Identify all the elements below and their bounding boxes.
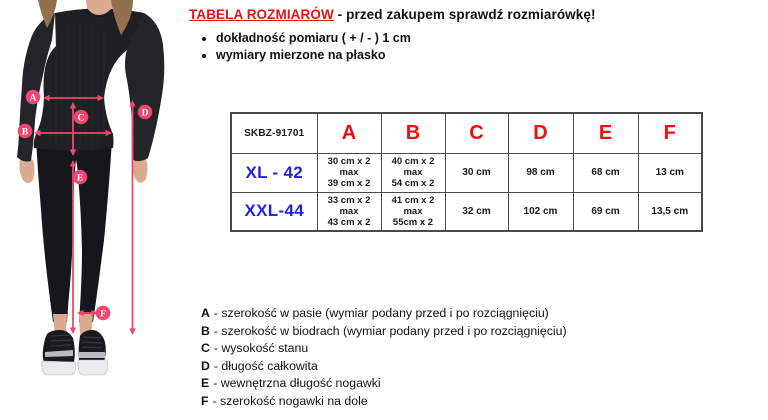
legend-row-b bbox=[201, 323, 567, 341]
measurement-cell-c: 32 cm bbox=[445, 192, 508, 231]
table-header-row bbox=[231, 113, 702, 153]
legend-row-e bbox=[201, 375, 567, 393]
measurement-cell-b: 40 cm x 2 max 54 cm x 2 bbox=[381, 153, 445, 192]
legend-letter: E bbox=[201, 376, 210, 390]
figure-leggings bbox=[36, 140, 112, 322]
measurement-cell-f: 13 cm bbox=[638, 153, 702, 192]
legend-text: - długość całkowita bbox=[213, 358, 318, 373]
measure-marker-e bbox=[73, 170, 88, 185]
svg-text:E: E bbox=[76, 173, 84, 184]
legend-letter: A bbox=[201, 306, 210, 320]
column-letter-d: D bbox=[508, 113, 573, 153]
figure-sneaker-left bbox=[42, 330, 76, 375]
column-letter-e: E bbox=[573, 113, 638, 153]
page-title bbox=[189, 7, 764, 22]
measure-marker-f bbox=[96, 306, 111, 321]
measurement-cell-d: 102 cm bbox=[508, 192, 573, 231]
legend-text: - wewnętrzna długość nogawki bbox=[213, 376, 381, 390]
measurement-figure bbox=[0, 0, 185, 420]
legend-row-c bbox=[201, 340, 567, 358]
measurement-cell-b: 41 cm x 2 max 55cm x 2 bbox=[381, 192, 445, 231]
legend-row-d bbox=[201, 358, 567, 376]
column-letter-b: B bbox=[381, 113, 445, 153]
legend-letter: C bbox=[201, 341, 210, 355]
title-suffix: - przed zakupem sprawdź rozmiarówkę! bbox=[333, 7, 596, 22]
size-label-cell: XL - 42 bbox=[231, 153, 317, 192]
measurement-cell-d: 98 cm bbox=[508, 153, 573, 192]
measurement-cell-e: 68 cm bbox=[573, 153, 638, 192]
measurement-cell-a: 33 cm x 2 max 43 cm x 2 bbox=[317, 192, 381, 231]
svg-text:A: A bbox=[29, 93, 37, 104]
measure-marker-a bbox=[26, 90, 41, 105]
legend-text: - wysokość stanu bbox=[213, 341, 309, 355]
legend-letter: D bbox=[201, 358, 210, 373]
bullet-list bbox=[189, 30, 764, 64]
product-photo bbox=[0, 0, 185, 420]
size-table-title: TABELA ROZMIARÓW bbox=[189, 7, 334, 22]
size-row-xl bbox=[231, 153, 702, 192]
measurement-cell-e: 69 cm bbox=[573, 192, 638, 231]
figure-hand-right bbox=[133, 157, 148, 183]
bullet-item-accuracy: • dokładność pomiaru ( + / - ) 1 cm bbox=[216, 30, 764, 47]
legend-letter: B bbox=[201, 323, 210, 338]
legend-text: - szerokość w pasie (wymiar podany przed i po rozciągnięciu) bbox=[213, 306, 549, 320]
column-letter-f: F bbox=[638, 113, 702, 153]
size-table bbox=[230, 112, 703, 232]
size-row-xxl bbox=[231, 192, 702, 231]
column-letter-c: C bbox=[445, 113, 508, 153]
product-code-cell: SKBZ-91701 bbox=[231, 113, 317, 153]
figure-sneaker-right bbox=[78, 330, 108, 375]
measurement-cell-a: 30 cm x 2 max 39 cm x 2 bbox=[317, 153, 381, 192]
legend-text: - szerokość w biodrach (wymiar podany przed i po rozciągnięciu) bbox=[213, 323, 567, 338]
measure-marker-c bbox=[74, 110, 89, 125]
measurement-cell-f: 13,5 cm bbox=[638, 192, 702, 231]
bullet-item-flat: • wymiary mierzone na płasko bbox=[216, 47, 764, 64]
measure-marker-b bbox=[18, 124, 33, 139]
svg-text:B: B bbox=[21, 127, 29, 138]
column-letter-a: A bbox=[317, 113, 381, 153]
measure-marker-d bbox=[138, 105, 153, 120]
legend-row-f bbox=[201, 393, 567, 411]
svg-text:F: F bbox=[100, 309, 106, 320]
legend-letter: F bbox=[201, 393, 209, 408]
size-chart-header bbox=[189, 7, 764, 64]
legend-text: - szerokość nogawki na dole bbox=[212, 393, 368, 408]
legend-row-a bbox=[201, 305, 567, 323]
svg-text:C: C bbox=[77, 113, 85, 124]
measurement-cell-c: 30 cm bbox=[445, 153, 508, 192]
size-label-cell: XXL-44 bbox=[231, 192, 317, 231]
measurement-legend bbox=[201, 305, 567, 410]
svg-text:D: D bbox=[141, 108, 149, 119]
